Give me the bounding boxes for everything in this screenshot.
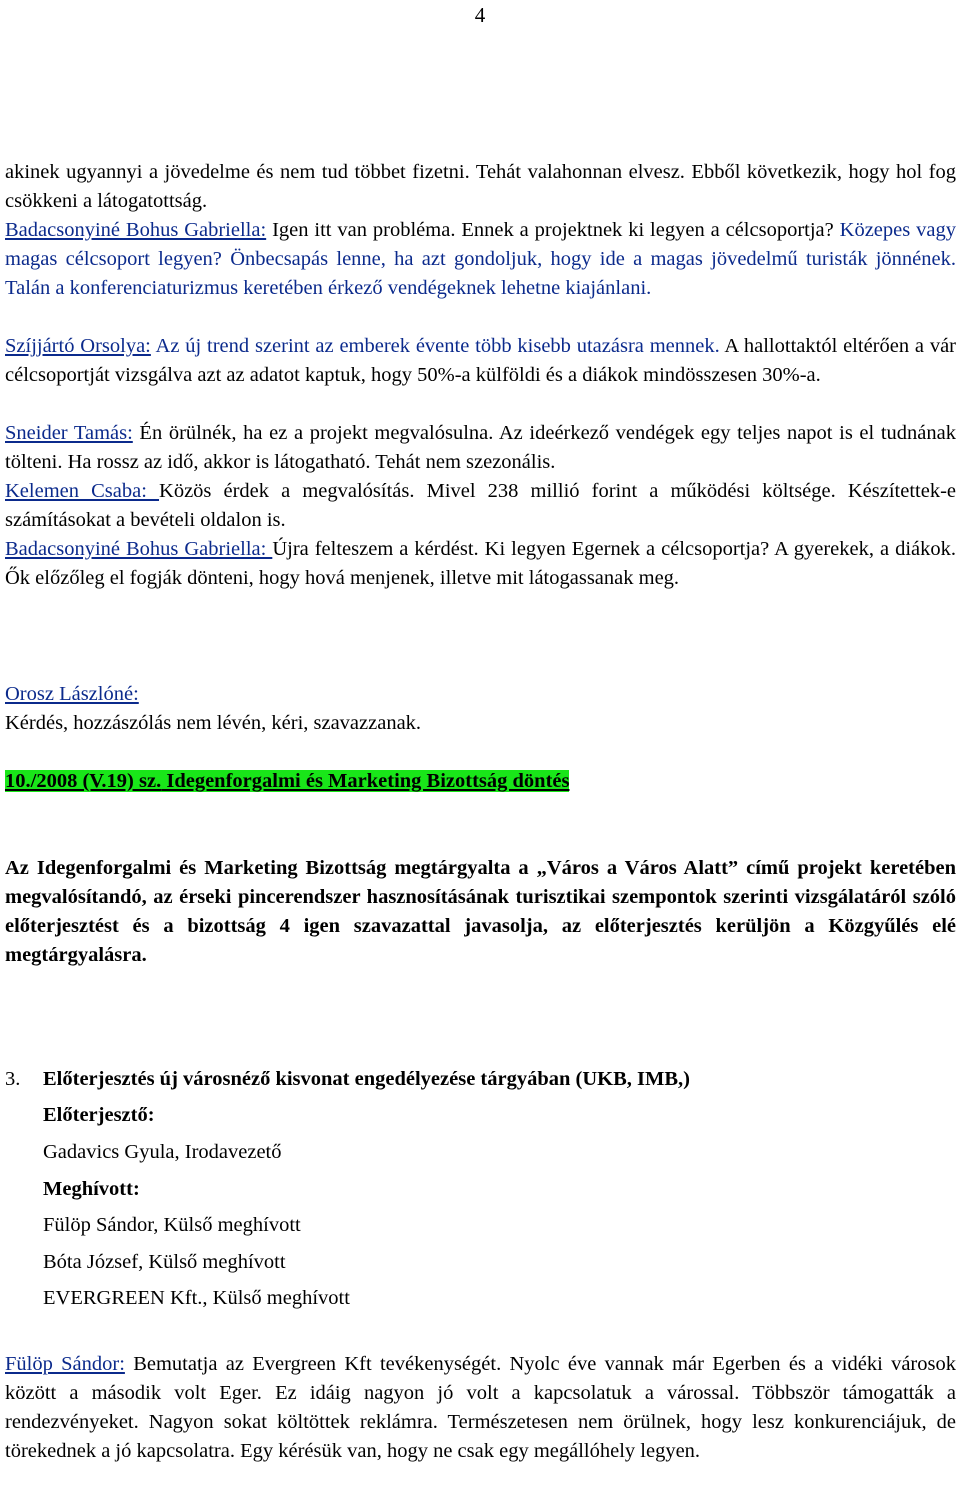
- paragraph-6: [5, 535, 956, 593]
- agenda-title: Előterjesztés új városnéző kisvonat engedélyezése tárgyában (UKB, IMB,): [43, 1068, 690, 1090]
- paragraph-5: [5, 477, 956, 535]
- invited-item: Fülöp Sándor, Külső meghívott: [43, 1214, 301, 1236]
- invited-label: Meghívott:: [43, 1178, 140, 1200]
- paragraph-1: [5, 158, 956, 216]
- speaker-name: Sneider Tamás:: [5, 422, 133, 444]
- paragraph-text: Bemutatja az Evergreen Kft tevékenységét. Nyolc éve vannak már Egerben és a vidéki városok között a második volt Eger. Ez idáig nagyon jó volt a kapcsolatuk a várossal. Többször támogatták a rendezvényeket. Nagyon sokat költöttek reklámra. Természetesen nem örülnek, hogy lesz konkurenciájuk, de törekednek a jó kapcsolatra. Egy kérésük van, hogy ne csak egy megállóhely legyen.: [5, 1353, 956, 1462]
- speaker-name: Badacsonyiné Bohus Gabriella:: [5, 219, 267, 241]
- invited-item: Bóta József, Külső meghívott: [43, 1251, 286, 1273]
- page-number: 4: [474, 3, 486, 27]
- paragraph-7: [5, 1350, 956, 1466]
- paragraph-text-blue: Az új trend szerint az emberek évente több kisebb utazásra mennek.: [150, 335, 720, 357]
- speaker-name: Kelemen Csaba:: [5, 480, 160, 502]
- paragraph-text: akinek ugyannyi a jövedelme és nem tud többet fizetni. Tehát valahonnan elvesz. Ebből következik, hogy hol fog csökkeni a látogatottság.: [5, 161, 956, 212]
- speaker-name: Fülöp Sándor:: [5, 1353, 125, 1375]
- decision-heading: [5, 767, 569, 796]
- paragraph-text: Közös érdek a megvalósítás. Mivel 238 millió forint a működési költsége. Készítettek-e számításokat a bevételi oldalon is.: [5, 480, 956, 531]
- paragraph-text: A hallottaktól eltérően a vár célcsoportját vizsgálva azt az adatot kaptuk, hogy 50%-a külföldi és a diákok mindösszesen 30%-a.: [5, 335, 956, 386]
- speaker-name: Badacsonyiné Bohus Gabriella:: [5, 538, 273, 560]
- paragraph-text: Igen itt van probléma. Ennek a projektnek ki legyen a célcsoportja?: [266, 219, 840, 241]
- presenter-name: Gadavics Gyula, Irodavezető: [43, 1141, 282, 1163]
- paragraph-2: [5, 216, 956, 303]
- decision-body: [5, 854, 956, 970]
- paragraph-text: Én örülnék, ha ez a projekt megvalósulna. Az ideérkező vendégek egy teljes napot is el tudnának tölteni. Ha rossz az idő, akkor is látogatható. Tehát nem szezonális.: [5, 422, 956, 473]
- chair-statement: Kérdés, hozzászólás nem lévén, kéri, szavazzanak.: [5, 712, 422, 734]
- invited-item: EVERGREEN Kft., Külső meghívott: [43, 1287, 350, 1309]
- chair-speaker: [5, 680, 139, 709]
- decision-text: Az Idegenforgalmi és Marketing Bizottság megtárgyalta a „Város a Város Alatt” című projekt keretében megvalósítandó, az érseki pincerendszer hasznosításának turisztikai szempontok szerinti vizsgálatáról szóló előterjesztést és a bizottság 4 igen szavazattal javasolja, az előterjesztés kerüljön a Közgyűlés elé megtárgyalásra.: [5, 857, 956, 966]
- paragraph-text: Újra felteszem a kérdést. Ki legyen Egernek a célcsoportja? A gyerekek, a diákok. Ők előzőleg el fogják dönteni, hogy hová menjenek, illetve mit látogassanak meg.: [5, 538, 956, 589]
- decision-number: 10./2008 (V.19) sz.: [5, 770, 162, 792]
- speaker-name: Orosz Lászlóné:: [5, 683, 139, 705]
- decision-title: Idegenforgalmi és Marketing Bizottság döntés: [161, 770, 570, 792]
- presenter-label: Előterjesztő:: [43, 1104, 155, 1126]
- speaker-name: Szíjjártó Orsolya:: [5, 335, 151, 357]
- paragraph-4: [5, 419, 956, 477]
- paragraph-3: [5, 332, 956, 390]
- agenda-number: 3.: [5, 1068, 21, 1090]
- paragraph-text-blue: Közepes vagy magas célcsoport legyen? Önbecsapás lenne, ha azt gondoljuk, hogy ide a magas jövedelmű turisták jönnének. Talán a konferenciaturizmus keretében érkező vendégeknek lehetne kiajánlani.: [5, 219, 956, 299]
